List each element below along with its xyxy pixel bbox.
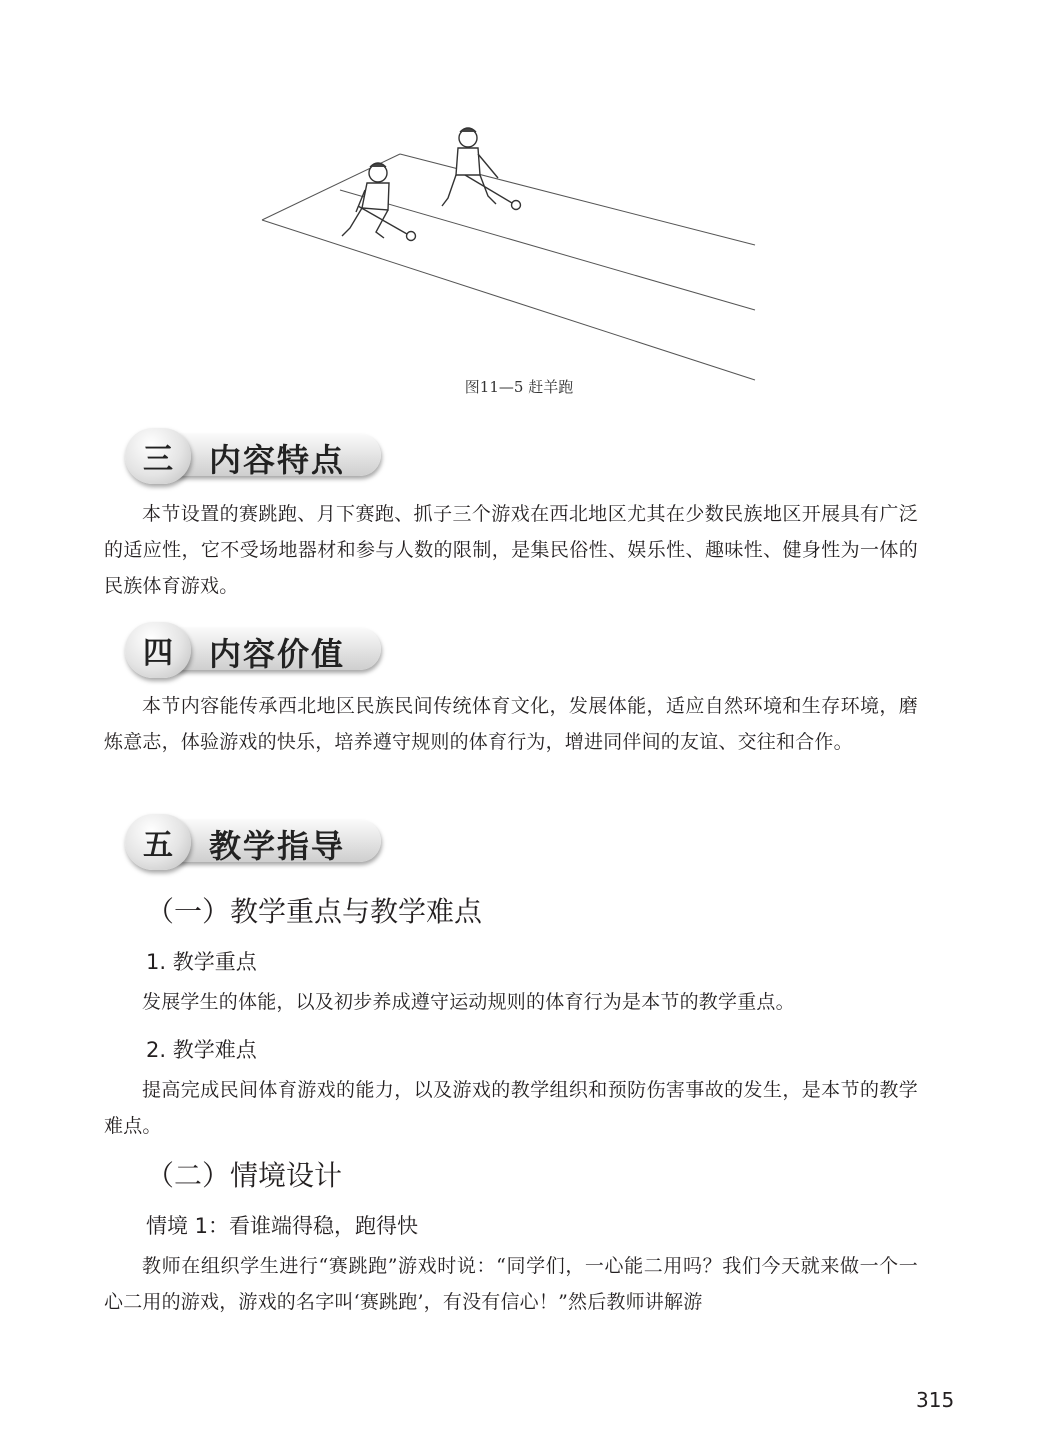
section-4-paragraph: 本节内容能传承西北地区民族民间传统体育文化，发展体能，适应自然环境和生存环境，磨炼意志，体验游戏的快乐，培养遵守规则的体育行为，增进同伴间的友谊、交往和合作。 [104, 695, 918, 753]
section-header-3 [125, 428, 387, 484]
section-3-paragraph: 本节设置的赛跳跑、月下赛跑、抓子三个游戏在西北地区尤其在少数民族地区开展具有广泛的适应性，它不受场地器材和参与人数的限制，是集民俗性、娱乐性、趣味性、健身性为一体的民族体育游戏。 [104, 503, 918, 597]
subsection-title-1: （一）教学重点与教学难点 [146, 895, 483, 928]
section-number: 五 [125, 814, 191, 870]
difficulty-heading: 2. 教学难点 [146, 1038, 257, 1062]
section-title: 内容价值 [209, 635, 346, 673]
page-number: 315 [916, 1388, 955, 1412]
section-number: 三 [125, 428, 191, 484]
child-figure-1 [442, 128, 521, 210]
key-point-text: 发展学生的体能，以及初步养成遵守运动规则的体育行为是本节的教学重点。 [142, 991, 795, 1013]
difficulty-text: 提高完成民间体育游戏的能力，以及游戏的教学组织和预防伤害事故的发生，是本节的教学难点。 [104, 1079, 918, 1137]
figure-illustration [250, 120, 770, 390]
section-title: 教学指导 [209, 827, 346, 865]
figure-caption: 图11—5 赶羊跑 [464, 378, 574, 396]
key-point-heading: 1. 教学重点 [146, 950, 257, 974]
section-header-5 [125, 814, 387, 870]
subsection-title-2: （二）情境设计 [146, 1159, 343, 1192]
scenario-1-text: 教师在组织学生进行“赛跳跑”游戏时说：“同学们，一心能二用吗？我们今天就来做一个一心二用的游戏，游戏的名字叫‘赛跳跑’，有没有信心！”然后教师讲解游 [104, 1255, 918, 1313]
section-header-4 [125, 622, 387, 678]
child-figure-2 [342, 163, 416, 241]
section-number: 四 [125, 622, 191, 678]
scenario-1-heading: 情境 1：看谁端得稳，跑得快 [146, 1214, 419, 1238]
section-title: 内容特点 [209, 441, 346, 479]
